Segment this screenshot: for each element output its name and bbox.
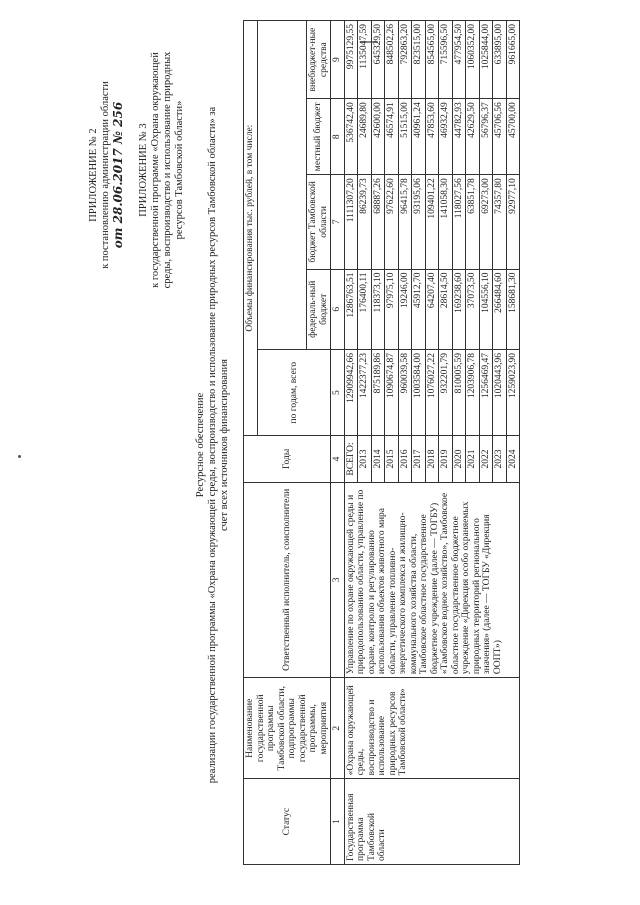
local-cell: 45700,00 <box>506 99 520 175</box>
header-spacer <box>257 21 307 350</box>
extra-cell: 961665,00 <box>506 21 520 99</box>
regional-cell: 69273,00 <box>479 175 493 269</box>
federal-cell: 169238,60 <box>452 269 466 350</box>
column-number: 6 <box>331 269 345 350</box>
funding-table <box>243 20 520 865</box>
local-cell: 42600,00 <box>371 99 385 175</box>
extra-cell: 1060352,00 <box>466 21 480 99</box>
appendix-3-label: ПРИЛОЖЕНИЕ № 3 <box>138 123 149 217</box>
year-cell: 2019 <box>439 436 453 482</box>
local-cell: 536742,40 <box>344 99 358 175</box>
federal-cell: 37073,50 <box>466 269 480 350</box>
column-number: 1 <box>331 779 345 865</box>
header-federal: федераль-ный бюджет <box>307 269 331 350</box>
regional-cell: 109401,22 <box>425 175 439 269</box>
regional-cell: 1111307,20 <box>344 175 358 269</box>
extra-cell: 1025844,00 <box>479 21 493 99</box>
federal-cell: 176400,11 <box>358 269 372 350</box>
local-cell: 24689,80 <box>358 99 372 175</box>
scan-speck <box>18 455 21 458</box>
local-cell: 46574,91 <box>385 99 399 175</box>
total-cell: 1020443,96 <box>493 350 507 436</box>
federal-cell: 28614,50 <box>439 269 453 350</box>
header-name: Наименование государственной программы Тамбовской области, подпрограммы государственной программы, мероприятия <box>244 678 331 779</box>
local-cell: 56796,37 <box>479 99 493 175</box>
regional-cell: 86239,73 <box>358 175 372 269</box>
extra-cell: 854565,00 <box>425 21 439 99</box>
column-number: 9 <box>331 21 345 99</box>
local-cell: 42629,50 <box>466 99 480 175</box>
total-cell: 960039,58 <box>398 350 412 436</box>
extra-cell: 477954,50 <box>452 21 466 99</box>
total-cell: 1259023,90 <box>506 350 520 436</box>
local-cell: 44782,93 <box>452 99 466 175</box>
header-regional: бюджет Тамбовской области <box>307 175 331 269</box>
year-cell: 2016 <box>398 436 412 482</box>
document-title <box>195 25 231 865</box>
extra-cell: 9975129,55 <box>344 21 358 99</box>
federal-cell: 1286763,51 <box>344 269 358 350</box>
header-extra: внебюджет-ные средства <box>307 21 331 99</box>
executor-cell: Управление по охране окружающей среды и природопользованию области, управление по охране, контролю и регулированию использования объектов животного мира области, управление топливно-энергетического комплекса и жилищно-коммунального хозяйства области, Тамбовское областное государственное бюджетное учреждение (далее — ТОГБУ) «Тамбовское водное хозяйство», Тамбовское областное государственное бюджетное учреждение «Дирекция особо охраняемых природных территорий регионального значения» (далее — ТОГБУ «Дирекция ООПТ») <box>344 482 520 678</box>
year-cell: 2017 <box>412 436 426 482</box>
column-numbers-row <box>331 21 345 865</box>
total-cell: 875189,86 <box>371 350 385 436</box>
total-cell: 1090674,87 <box>385 350 399 436</box>
local-cell: 51515,00 <box>398 99 412 175</box>
year-cell: 2020 <box>452 436 466 482</box>
title-line-3: счет всех источников финансирования <box>219 359 230 531</box>
regional-cell: 74357,80 <box>493 175 507 269</box>
table-row <box>344 21 358 865</box>
total-cell: 12909942,66 <box>344 350 358 436</box>
year-cell: 2023 <box>493 436 507 482</box>
status-cell: Государственная программа Тамбовской области <box>344 779 520 865</box>
regional-cell: 97622,60 <box>385 175 399 269</box>
year-cell: 2022 <box>479 436 493 482</box>
regional-cell: 92977,10 <box>506 175 520 269</box>
appendix-2-label: ПРИЛОЖЕНИЕ № 2 <box>88 128 99 222</box>
column-number: 4 <box>331 436 345 482</box>
local-cell: 46932,49 <box>439 99 453 175</box>
program-name-cell: «Охрана окружающей среды, воспроизводство и использование природных ресурсов Тамбовской области» <box>344 678 520 779</box>
federal-cell: 118373,10 <box>371 269 385 350</box>
year-cell: 2015 <box>385 436 399 482</box>
federal-cell: 45912,70 <box>412 269 426 350</box>
extra-cell: 633895,00 <box>493 21 507 99</box>
year-cell: 2018 <box>425 436 439 482</box>
column-number: 7 <box>331 175 345 269</box>
appendix-3-header <box>138 45 186 295</box>
total-cell: 1003584,00 <box>412 350 426 436</box>
regional-cell: 68887,26 <box>371 175 385 269</box>
title-line-1: Ресурсное обеспечение <box>195 392 206 498</box>
total-cell: 1203906,78 <box>466 350 480 436</box>
year-cell: 2014 <box>371 436 385 482</box>
local-cell: 47853,60 <box>425 99 439 175</box>
federal-cell: 266484,60 <box>493 269 507 350</box>
header-local: местный бюджет <box>307 99 331 175</box>
handwritten-date-number: от 28.06.2017 № 256 <box>111 101 125 249</box>
federal-cell: 158681,30 <box>506 269 520 350</box>
regional-cell: 141058,30 <box>439 175 453 269</box>
header-status: Статус <box>244 779 331 865</box>
federal-cell: 19246,00 <box>398 269 412 350</box>
total-cell: 810005,59 <box>452 350 466 436</box>
extra-cell: 645329,50 <box>371 21 385 99</box>
column-number: 3 <box>331 482 345 678</box>
resolution-reference: к постановлению администрации области <box>100 81 111 269</box>
federal-cell: 97975,10 <box>385 269 399 350</box>
header-total: по годам, всего <box>257 350 331 436</box>
appendix-3-text: к государственной программе «Охрана окружающей среды, воспроизводство и использование природных ресурсов Тамбовской области» <box>150 51 185 289</box>
regional-cell: 93195,06 <box>412 175 426 269</box>
header-executor: Ответственный исполнитель, соисполнители <box>244 482 331 678</box>
appendix-2-header <box>88 45 124 305</box>
funding-rows <box>344 21 520 865</box>
regional-cell: 63851,78 <box>466 175 480 269</box>
federal-cell: 64207,40 <box>425 269 439 350</box>
extra-cell: 792863,20 <box>398 21 412 99</box>
federal-cell: 104556,10 <box>479 269 493 350</box>
year-cell: 2024 <box>506 436 520 482</box>
column-number: 8 <box>331 99 345 175</box>
regional-cell: 118027,56 <box>452 175 466 269</box>
column-number: 2 <box>331 678 345 779</box>
year-cell: ВСЕГО: <box>344 436 358 482</box>
year-cell: 2021 <box>466 436 480 482</box>
header-years: Годы <box>244 436 331 482</box>
regional-cell: 96415,78 <box>398 175 412 269</box>
column-number: 5 <box>331 350 345 436</box>
extra-cell: 715596,50 <box>439 21 453 99</box>
extra-cell: 848502,26 <box>385 21 399 99</box>
title-line-2: реализации государственной программы «Охрана окружающей среды, воспроизводство и использование природных ресурсов Тамбовской области» за <box>207 106 218 784</box>
local-cell: 45706,56 <box>493 99 507 175</box>
total-cell: 932201,79 <box>439 350 453 436</box>
extra-cell: 823515,00 <box>412 21 426 99</box>
year-cell: 2013 <box>358 436 372 482</box>
extra-cell: 1135047,59 <box>358 21 372 99</box>
total-cell: 1076027,22 <box>425 350 439 436</box>
local-cell: 40961,24 <box>412 99 426 175</box>
total-cell: 1422377,23 <box>358 350 372 436</box>
header-volumes: Объемы финансирования тыс. рублей, в том числе: <box>244 21 258 436</box>
total-cell: 1256469,47 <box>479 350 493 436</box>
